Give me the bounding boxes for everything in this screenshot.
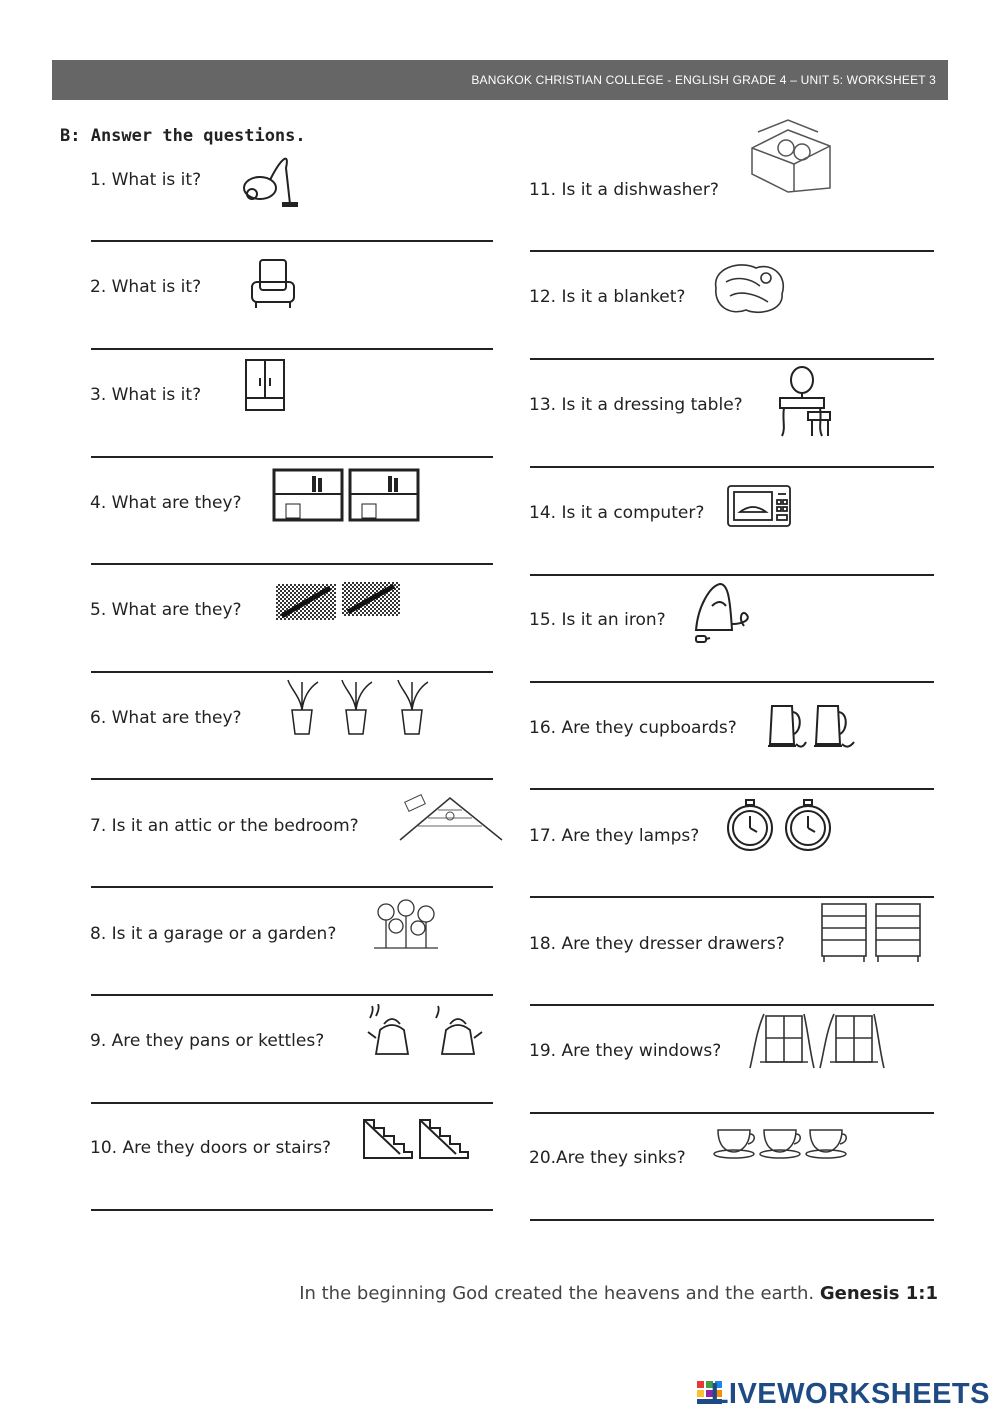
wardrobe-icon: [244, 358, 286, 414]
question-14: 14. Is it a computer?: [529, 503, 705, 523]
question-4: 4. What are they?: [90, 493, 242, 513]
question-18: 18. Are they dresser drawers?: [529, 934, 785, 954]
question-19: 19. Are they windows?: [529, 1041, 722, 1061]
answer-line-20[interactable]: [530, 1219, 934, 1221]
answer-line-5[interactable]: [91, 671, 493, 673]
answer-line-15[interactable]: [530, 681, 934, 683]
header-title: BANGKOK CHRISTIAN COLLEGE - ENGLISH GRADE 4 – UNIT 5: WORKSHEET 3: [471, 73, 936, 87]
quote-text: In the beginning God created the heavens and the earth.: [299, 1283, 815, 1304]
answer-line-6[interactable]: [91, 778, 493, 780]
dressing-table-icon: [776, 364, 836, 440]
question-20: 20.Are they sinks?: [529, 1148, 686, 1168]
potted-plants-icon: [282, 676, 442, 738]
attic-icon: [398, 794, 504, 844]
microwave-icon: [726, 484, 794, 530]
answer-line-8[interactable]: [91, 994, 493, 996]
question-6: 6. What are they?: [90, 708, 242, 728]
question-16: 16. Are they cupboards?: [529, 718, 737, 738]
armchair-icon: [248, 256, 302, 312]
question-17: 17. Are they lamps?: [529, 826, 700, 846]
question-11: 11. Is it a dishwasher?: [529, 180, 719, 200]
question-10: 10. Are they doors or stairs?: [90, 1138, 332, 1158]
answer-line-2[interactable]: [91, 348, 493, 350]
clocks-icon: [724, 798, 834, 854]
question-8: 8. Is it a garage or a garden?: [90, 924, 337, 944]
answer-line-11[interactable]: [530, 250, 934, 252]
footer-quote: [299, 1283, 938, 1304]
answer-line-16[interactable]: [530, 788, 934, 790]
answer-line-1[interactable]: [91, 240, 493, 242]
iron-icon: [690, 580, 754, 644]
bookshelves-icon: [272, 464, 422, 524]
dressers-icon: [818, 900, 924, 964]
answer-line-18[interactable]: [530, 1004, 934, 1006]
question-2: 2. What is it?: [90, 277, 202, 297]
answer-line-10[interactable]: [91, 1209, 493, 1211]
blanket-icon: [710, 258, 790, 318]
section-title: B: Answer the questions.: [60, 126, 306, 146]
teacups-icon: [712, 1124, 850, 1162]
question-3: 3. What is it?: [90, 385, 202, 405]
dishwasher-icon: [748, 118, 834, 194]
question-13: 13. Is it a dressing table?: [529, 395, 743, 415]
question-5: 5. What are they?: [90, 600, 242, 620]
question-15: 15. Is it an iron?: [529, 610, 666, 630]
carpets-icon: [274, 580, 402, 622]
windows-icon: [748, 1012, 886, 1072]
answer-line-12[interactable]: [530, 358, 934, 360]
quote-reference: Genesis 1:1: [819, 1283, 938, 1304]
stairs-icon: [362, 1114, 472, 1162]
answer-line-19[interactable]: [530, 1112, 934, 1114]
vacuum-cleaner-icon: [240, 150, 302, 210]
answer-line-9[interactable]: [91, 1102, 493, 1104]
liveworksheets-brand[interactable]: LIVEWORKSHEETS: [710, 1378, 990, 1410]
header-bar: [52, 60, 948, 100]
question-12: 12. Is it a blanket?: [529, 287, 686, 307]
question-1: 1. What is it?: [90, 170, 202, 190]
kettles-icon: [366, 1004, 486, 1060]
answer-line-13[interactable]: [530, 466, 934, 468]
question-7: 7. Is it an attic or the bedroom?: [90, 816, 359, 836]
answer-line-17[interactable]: [530, 896, 934, 898]
answer-line-7[interactable]: [91, 886, 493, 888]
answer-line-3[interactable]: [91, 456, 493, 458]
electric-kettles-icon: [766, 700, 858, 752]
question-9: 9. Are they pans or kettles?: [90, 1031, 325, 1051]
answer-line-14[interactable]: [530, 574, 934, 576]
answer-line-4[interactable]: [91, 563, 493, 565]
garden-icon: [372, 898, 440, 952]
